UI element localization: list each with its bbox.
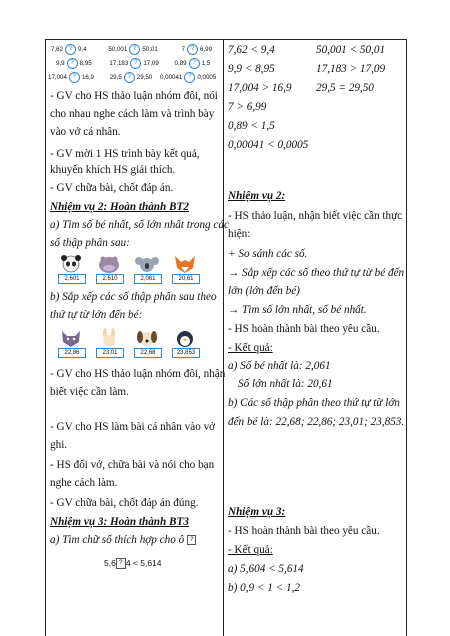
task-2b: b) Sắp xếp các số thập phân sau theo (50, 291, 217, 303)
task-2a-cont: số thập phân sau: (50, 237, 130, 249)
task-2-heading: Nhiệm vụ 2: Hoàn thành BT2 (50, 201, 189, 213)
text-line: hiện: (228, 228, 251, 240)
penguin-icon (172, 328, 198, 348)
text-line: - GV mời 1 HS trình bày kết quả, (50, 148, 200, 160)
text-line: + So sánh các số. (228, 248, 308, 260)
result-line: đến bé là: 22,68; 22,86; 23,01; 23,853. (228, 416, 405, 428)
result-line: Số lớn nhất là: 20,61 (238, 378, 333, 390)
text-line: vào vở cá nhân. (50, 126, 121, 138)
task-3a-equation: 5,6 ? 4 < 5,614 (104, 558, 162, 568)
result-line: b) Các số thập phân theo thứ tự từ lớn (228, 397, 400, 409)
result-line: 17,004 > 16,9 (228, 82, 292, 94)
number-card: 23,01 (96, 348, 124, 358)
text-line: - GV cho HS thảo luận nhóm đôi, nhận (50, 368, 226, 380)
number-card: 20,61 (172, 274, 200, 284)
text-line: - HS thảo luận, nhận biết việc cần thực (228, 210, 403, 222)
result-line: 0,00041 < 0,0005 (228, 139, 309, 151)
text-line: lớn (lớn đến bé) (228, 285, 300, 297)
task-2a: a) Tìm số bé nhất, số lớn nhất trong các (50, 219, 229, 231)
result-line: 0,89 < 1,5 (228, 120, 275, 132)
result-line: 29,5 = 29,50 (316, 82, 374, 94)
result-line: 7,62 < 9,4 (228, 44, 275, 56)
cat-icon (58, 328, 84, 348)
number-card: 22,68 (134, 348, 162, 358)
result-label: - Kết quả: (228, 342, 273, 354)
task-3-heading: Nhiệm vụ 3: Hoàn thành BT3 (50, 516, 189, 528)
result-line: 9,9 < 8,95 (228, 63, 275, 75)
text-line: - GV chữa bài, chốt đáp án đúng. (50, 497, 199, 509)
hippo-icon (96, 254, 122, 274)
task-3a: a) Tìm chữ số thích hợp cho ô ? (50, 532, 196, 548)
text-line: - HS hoàn thành bài theo yêu cầu. (228, 323, 380, 335)
text-line: ghi. (50, 439, 68, 451)
text-line: → Sắp xếp các số theo thứ tự từ bé đến (228, 267, 405, 279)
text-line: → Tìm số lớn nhất, số bé nhất. (228, 304, 367, 316)
number-card: 2,610 (96, 274, 124, 284)
text-line: - GV cho HS thảo luận nhóm đôi, nói (50, 90, 218, 102)
comparison-row-1: 7,62 ? 9,4 50,001 ? 50,01 7 ? 6,99 (51, 46, 213, 54)
comparison-row-2: 9,9 ? 8,95 17,183 ? 17,09 0,89 ? 1,5 (56, 60, 211, 68)
text-line: biết việc cần làm. (50, 386, 129, 398)
result-label: - Kết quả: (228, 544, 273, 556)
number-card: 2,601 (58, 274, 86, 284)
number-card: 23,853 (172, 348, 200, 358)
result-line: a) 5,604 < 5,614 (228, 563, 304, 575)
text-line: nghe cách làm. (50, 477, 118, 489)
text-line: - HS đổi vở, chữa bài và nói cho bạn (50, 459, 215, 471)
result-line: 17,183 > 17,09 (316, 63, 386, 75)
result-line: a) Số bé nhất là: 2,061 (228, 360, 331, 372)
result-line: b) 0,9 < 1 < 1,2 (228, 582, 300, 594)
task-2-heading: Nhiệm vụ 2: (228, 190, 286, 202)
task-3-heading: Nhiệm vụ 3: (228, 506, 286, 518)
result-line: 7 > 6,99 (228, 101, 267, 113)
text-line: - GV cho HS làm bài cá nhân vào vở (50, 421, 216, 433)
text-line: khuyến khích HS giải thích. (50, 164, 176, 176)
fox-icon (172, 254, 198, 274)
comparison-row-3: 17,004 ? 16,9 29,5 ? 29,50 0,00041 ? 0,0005 (48, 74, 217, 82)
number-card: 2,061 (134, 274, 162, 284)
koala-icon (134, 254, 160, 274)
dog-icon (134, 328, 160, 348)
panda-icon (58, 254, 84, 274)
text-line: - HS hoàn thành bài theo yêu cầu. (228, 525, 380, 537)
text-line: - GV chữa bài, chốt đáp án. (50, 182, 174, 194)
lesson-table (45, 39, 407, 636)
column-divider (223, 40, 224, 636)
rabbit-icon (96, 328, 122, 348)
result-line: 50,001 < 50,01 (316, 44, 386, 56)
task-2b-cont: thứ tự từ lớn đến bé: (50, 309, 143, 321)
text-line: cho nhau nghe cách làm và trình bày (50, 108, 215, 120)
number-card: 22,86 (58, 348, 86, 358)
